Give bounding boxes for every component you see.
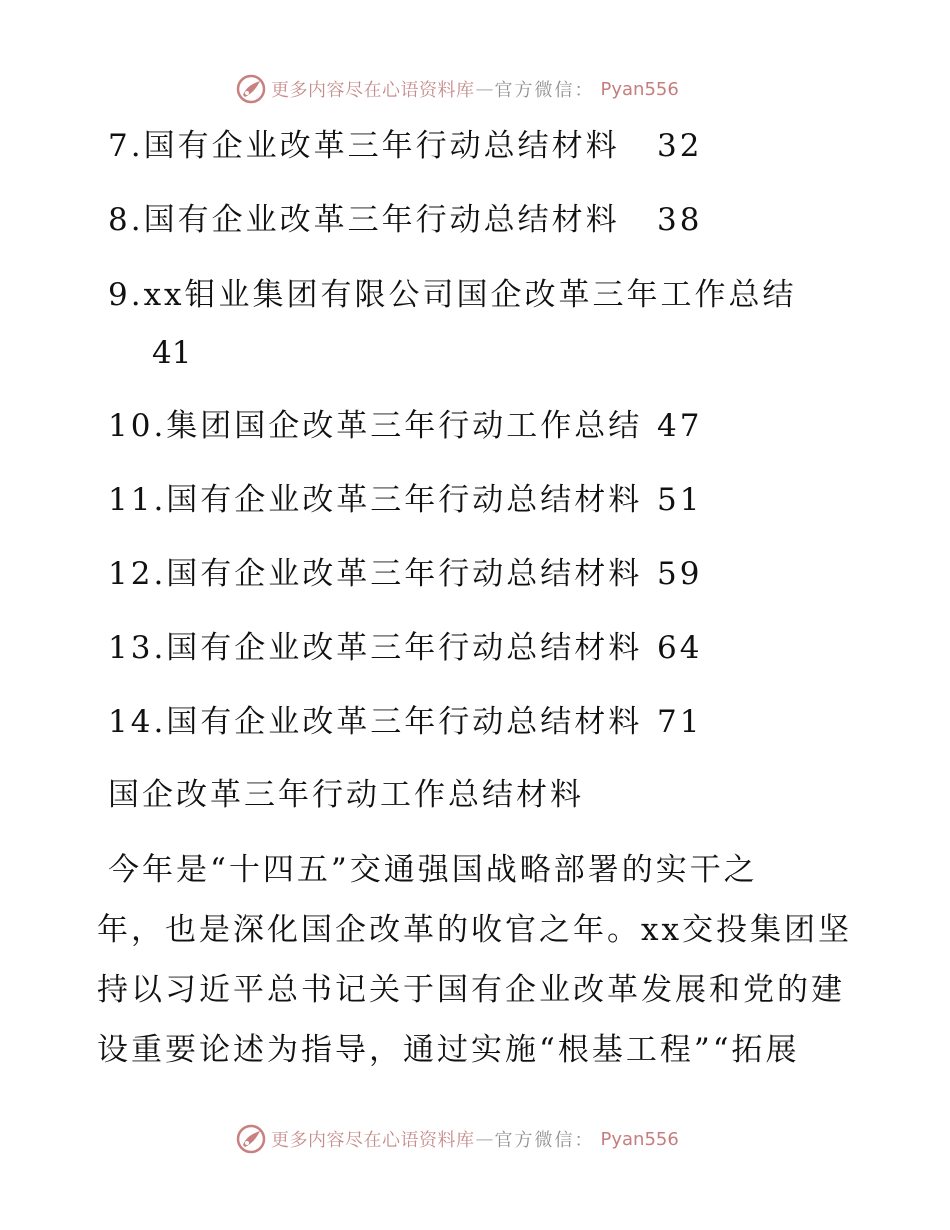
watermark-label: 官方微信： [494, 80, 595, 101]
toc-title: 9.xx钼业集团有限公司国企改革三年工作总结 [108, 277, 797, 313]
toc-title: 10.集团国企改革三年行动工作总结 [108, 408, 643, 444]
toc-item[interactable] [108, 702, 703, 742]
toc-title: 14.国有企业改革三年行动总结材料 [108, 704, 643, 740]
watermark-app-name: 更多内容尽在心语资料库 [271, 80, 475, 101]
watermark-account: Pyan556 [600, 1128, 679, 1150]
toc-title: 7.国有企业改革三年行动总结材料 [108, 128, 620, 164]
toc-page-number: 51 [657, 482, 703, 518]
watermark-dash: — [475, 1128, 494, 1150]
toc-page-number: 47 [657, 408, 703, 444]
toc-title: 11.国有企业改革三年行动总结材料 [108, 482, 643, 518]
toc-title: 13.国有企业改革三年行动总结材料 [108, 630, 643, 666]
toc-title: 8.国有企业改革三年行动总结材料 [108, 202, 620, 238]
paragraph-line: 设重要论述为指导，通过实施“根基工程”“拓展 [97, 1032, 800, 1068]
watermark-account: Pyan556 [600, 78, 679, 100]
brand-logo-icon [235, 1123, 267, 1155]
toc-item[interactable] [108, 200, 703, 240]
toc-item[interactable] [108, 406, 703, 446]
paragraph-line: 今年是“十四五”交通强国战略部署的实干之 [108, 852, 758, 888]
watermark-top [235, 74, 679, 104]
section-heading: 国企改革三年行动工作总结材料 [108, 777, 584, 813]
toc-page-number: 38 [657, 202, 703, 238]
toc-item[interactable] [108, 554, 703, 594]
paragraph-line: 持以习近平总书记关于国有企业改革发展和党的建 [97, 972, 845, 1008]
watermark-app-name: 更多内容尽在心语资料库 [271, 1130, 475, 1151]
toc-item[interactable] [108, 275, 797, 315]
brand-logo-icon [235, 73, 267, 105]
toc-page-number: 59 [657, 556, 703, 592]
paragraph-line: 年，也是深化国企改革的收官之年。xx交投集团坚 [97, 912, 852, 948]
toc-page-number[interactable]: 41 [152, 335, 192, 371]
watermark-dash: — [475, 78, 494, 100]
toc-item[interactable] [108, 628, 703, 668]
watermark-bottom [235, 1124, 679, 1154]
watermark-label: 官方微信： [494, 1130, 595, 1151]
toc-title: 12.国有企业改革三年行动总结材料 [108, 556, 643, 592]
toc-item[interactable] [108, 480, 703, 520]
toc-page-number: 71 [657, 704, 703, 740]
toc-item[interactable] [108, 126, 703, 166]
toc-page-number: 64 [657, 630, 703, 666]
toc-page-number: 32 [657, 128, 703, 164]
